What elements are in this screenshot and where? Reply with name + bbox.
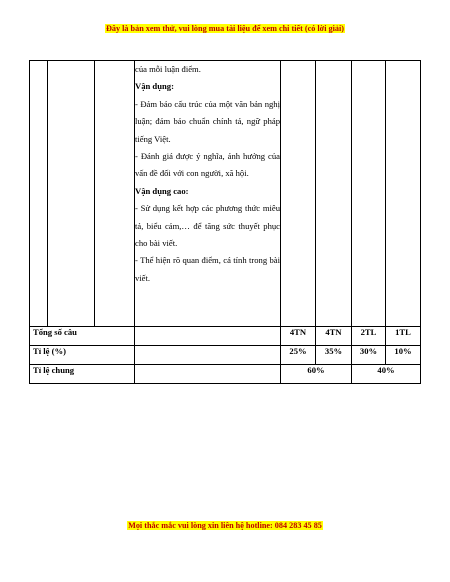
empty-cell [95, 61, 135, 327]
empty-cell [48, 61, 95, 327]
description-line: - Đánh giá được ý nghĩa, ảnh hưởng của vấn đề đối với con người, xã hội. [135, 151, 280, 179]
description-row [30, 61, 421, 327]
description-line: - Thể hiện rõ quan điểm, cá tính trong bài viết. [135, 255, 280, 283]
level-heading-van-dung-cao: Vận dụng cao: [135, 185, 189, 196]
total-value: 2TL [352, 327, 386, 346]
ratio-value: 30% [352, 346, 386, 365]
ratio-label: Tỉ lệ (%) [30, 346, 135, 365]
empty-cell [316, 61, 352, 327]
description-cell [135, 61, 281, 327]
empty-cell [135, 365, 281, 384]
total-value: 1TL [386, 327, 421, 346]
ratio-row [30, 346, 421, 365]
total-value: 4TN [281, 327, 316, 346]
overall-ratio-value: 40% [352, 365, 421, 384]
preview-notice-banner [0, 24, 450, 33]
total-questions-label: Tổng số câu [30, 327, 135, 346]
ratio-value: 35% [316, 346, 352, 365]
total-questions-row [30, 327, 421, 346]
hotline-text: Mọi thắc mắc vui lòng xin liên hệ hotline: 084 283 45 85 [128, 521, 322, 530]
empty-cell [386, 61, 421, 327]
overall-ratio-label: Tỉ lệ chung [30, 365, 135, 384]
hotline-banner [0, 521, 450, 530]
total-value: 4TN [316, 327, 352, 346]
empty-cell [135, 327, 281, 346]
overall-ratio-row [30, 365, 421, 384]
ratio-value: 25% [281, 346, 316, 365]
ratio-value: 10% [386, 346, 421, 365]
preview-notice-text: Đây là bản xem thử, vui lòng mua tài liệu để xem chi tiết (có lời giải) [105, 24, 344, 33]
empty-cell [135, 346, 281, 365]
empty-cell [352, 61, 386, 327]
overall-ratio-value: 60% [281, 365, 352, 384]
empty-cell [281, 61, 316, 327]
exam-matrix-table [29, 60, 421, 384]
empty-cell [30, 61, 48, 327]
description-line: của mỗi luận điểm. [135, 64, 201, 74]
level-heading-van-dung: Vận dụng: [135, 81, 174, 92]
description-line: - Đảm bảo cấu trúc của một văn bản nghị luận; đảm bảo chuẩn chính tả, ngữ pháp tiếng Việt. [135, 98, 280, 144]
description-line: - Sử dụng kết hợp các phương thức miêu tả, biểu cảm,… để tăng sức thuyết phục cho bài viết. [135, 203, 280, 249]
